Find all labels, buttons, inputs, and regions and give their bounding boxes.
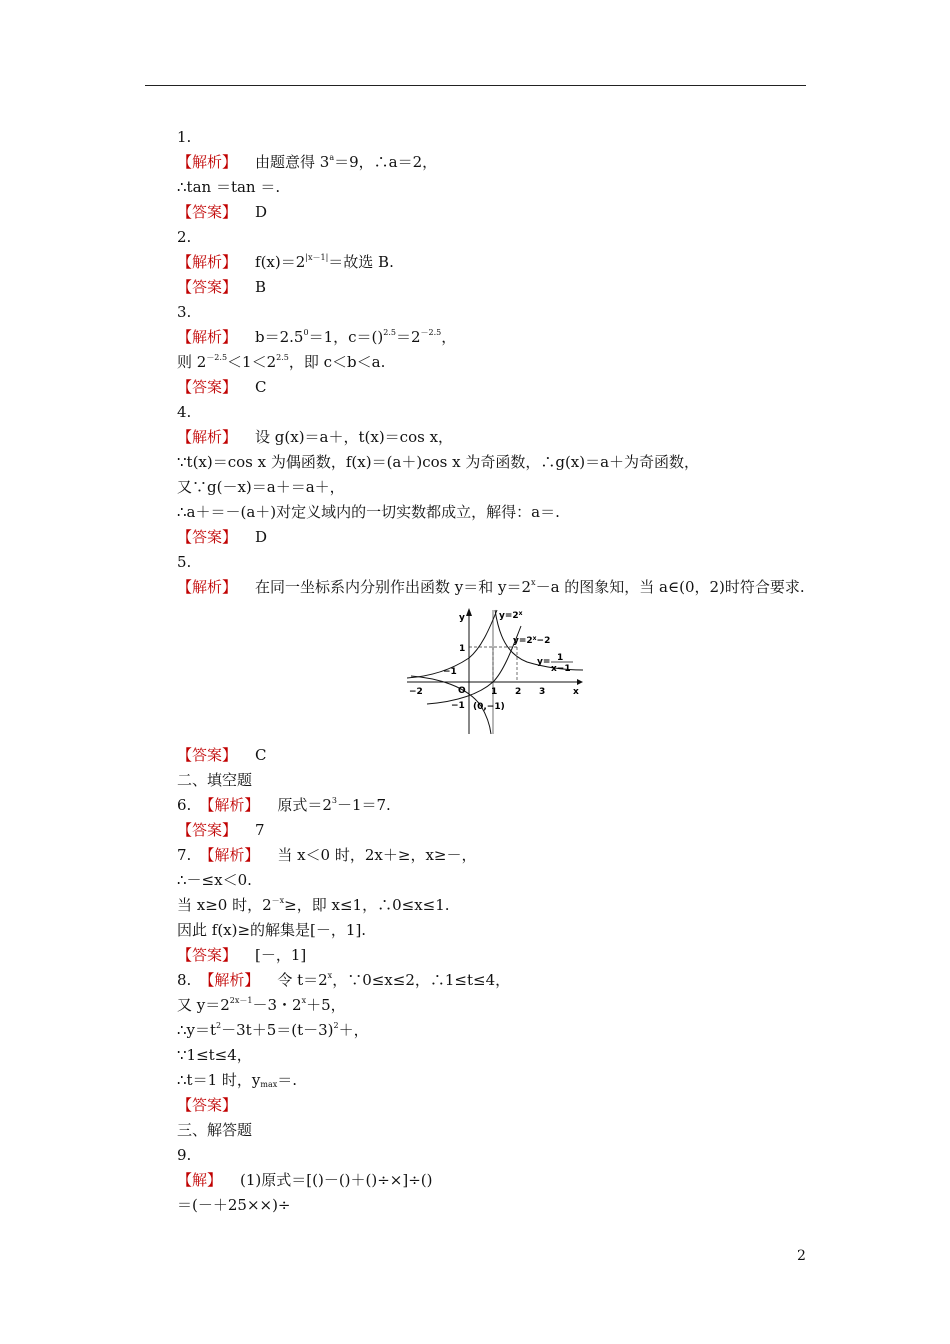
q2-answer: 【答案】 B [177,278,267,296]
tick-x-1: 1 [491,687,498,697]
curve2-label: $y=2^x-2$ [513,635,551,646]
analysis-tag: 【解析】 [199,846,260,864]
analysis-tag: 【解析】 [199,796,260,814]
q8-analysis-line3: $\therefore y=t^2-3t+5=(t-3)^2+$， [177,1021,369,1039]
answer-tag: 【答案】 [177,946,238,964]
function-graph-figure [145,606,810,743]
tick-y-1: 1 [459,644,466,654]
analysis-tag: 【解析】 [177,153,238,171]
tick-y-minus-1: −1 [451,701,465,711]
curve3-denominator: x−1 [551,664,571,674]
page-number: 2 [797,1248,806,1264]
answer-tag: 【答案】 [177,378,238,396]
analysis-tag: 【解析】 [177,428,238,446]
q6-answer: 【答案】 7 [177,821,265,839]
y-axis-label: y [459,613,465,623]
q3-answer: 【答案】 C [177,378,267,396]
q1-answer: 【答案】 D [177,203,268,221]
q4-answer: 【答案】 D [177,528,268,546]
q7-answer: 【答案】 [－，1] [177,946,307,964]
answer-tag: 【答案】 [177,203,238,221]
q2-number: 2. [177,228,192,246]
q7-analysis-line4: 因此 f(x)≥的解集是[－，1]. [177,921,367,939]
answer-tag: 【答案】 [177,1096,238,1114]
q8-analysis-line2: 又 $y=2^{2x-1}-3$・$2^x+5$， [177,996,346,1014]
section-fill-blank: 二、填空题 [177,771,253,789]
x-axis-label: x [573,687,579,697]
q2-analysis: 【解析】 $f(x)=2^{|x-1|}=$故选 B. [177,253,394,271]
q8-answer [145,1093,810,1118]
q3-analysis-line2: 则 $2^{-2.5}<1<2^{2.5}$，即 c＜b＜a. [177,353,386,371]
function-graph [407,606,587,734]
q9-solution: 【解】 (1)原式＝[()－()＋()÷×]÷() [177,1171,433,1189]
q5-analysis: 【解析】 在同一坐标系内分别作出函数 y＝和 $y=2^x-a$ 的图象知，当 a∈(0，2)时符合要求. [177,578,805,596]
answer-tag: 【答案】 [177,528,238,546]
q3-number: 3. [177,303,192,321]
point-label: (0,−1) [473,702,505,712]
q8-analysis-line5: ∴t＝1 时，$y_{max}=$. [177,1071,298,1089]
q7-analysis: 7. 【解析】 当 x＜0 时，2x＋≥，x≥－， [177,846,477,864]
q1-analysis-line2: ∴tan ＝tan ＝. [177,178,281,196]
answer-tag: 【答案】 [177,278,238,296]
q8-analysis: 8. 【解析】 令 $t=2^x$，∵0≤x≤2，∴1≤t≤4， [177,971,511,989]
q8-analysis-line4: ∵1≤t≤4， [177,1046,252,1064]
q1-analysis: 【解析】 由题意得 $3^a=9$，∴a＝2， [177,153,438,171]
section-solve: 三、解答题 [177,1121,253,1139]
q5-number: 5. [177,553,192,571]
x-axis-arrow [577,679,583,685]
analysis-tag: 【解析】 [177,253,238,271]
q4-analysis-line4: ∴a＋＝－(a＋)对定义域内的一切实数都成立，解得：a＝. [177,503,560,521]
q3-analysis: 【解析】 $b=2.5^0=1$，$c=()^{2.5}=2^{-2.5}$， [177,328,457,346]
tick-x-minus-2: −2 [409,687,423,697]
q4-analysis-line2: ∵t(x)＝cos x 为偶函数，f(x)＝(a＋)cos x 为奇函数，∴g(x)＝a＋为奇函数， [177,453,700,471]
q1-number: 1. [177,128,192,146]
solution-tag: 【解】 [177,1171,223,1189]
q9-solution-line2: ＝(－＋25××)÷ [177,1196,291,1214]
q6-analysis: 6. 【解析】 原式$=2^3-1=7$. [177,796,391,814]
tick-x-3: 3 [539,687,546,697]
q7-analysis-line2: ∴－≤x＜0. [177,871,252,889]
tick-x-minus-1: −1 [443,667,457,677]
q4-analysis: 【解析】 设 g(x)＝a＋，t(x)＝cos x， [177,428,454,446]
q4-analysis-line3: 又∵g(－x)＝a＋＝a＋， [177,478,345,496]
analysis-tag: 【解析】 [199,971,260,989]
curve3-label-prefix: y= [537,657,551,667]
analysis-tag: 【解析】 [177,578,238,596]
q7-analysis-line3: 当 x≥0 时，$2^{-x}\ge$，即 x≤1，∴0≤x≤1. [177,896,450,914]
tick-x-2: 2 [515,687,522,697]
curve1-label: $y=2^x$ [499,610,523,621]
y-axis-arrow [466,608,472,616]
q4-number: 4. [177,403,192,421]
page-content [145,125,810,1218]
answer-tag: 【答案】 [177,821,238,839]
curve3-numerator: 1 [557,653,564,663]
q9-number: 9. [177,1146,192,1164]
origin-label: O [458,686,466,696]
q5-answer: 【答案】 C [177,746,267,764]
analysis-tag: 【解析】 [177,328,238,346]
answer-tag: 【答案】 [177,746,238,764]
header-rule [145,85,806,86]
curve-2-pow-x-minus-2 [427,626,521,704]
